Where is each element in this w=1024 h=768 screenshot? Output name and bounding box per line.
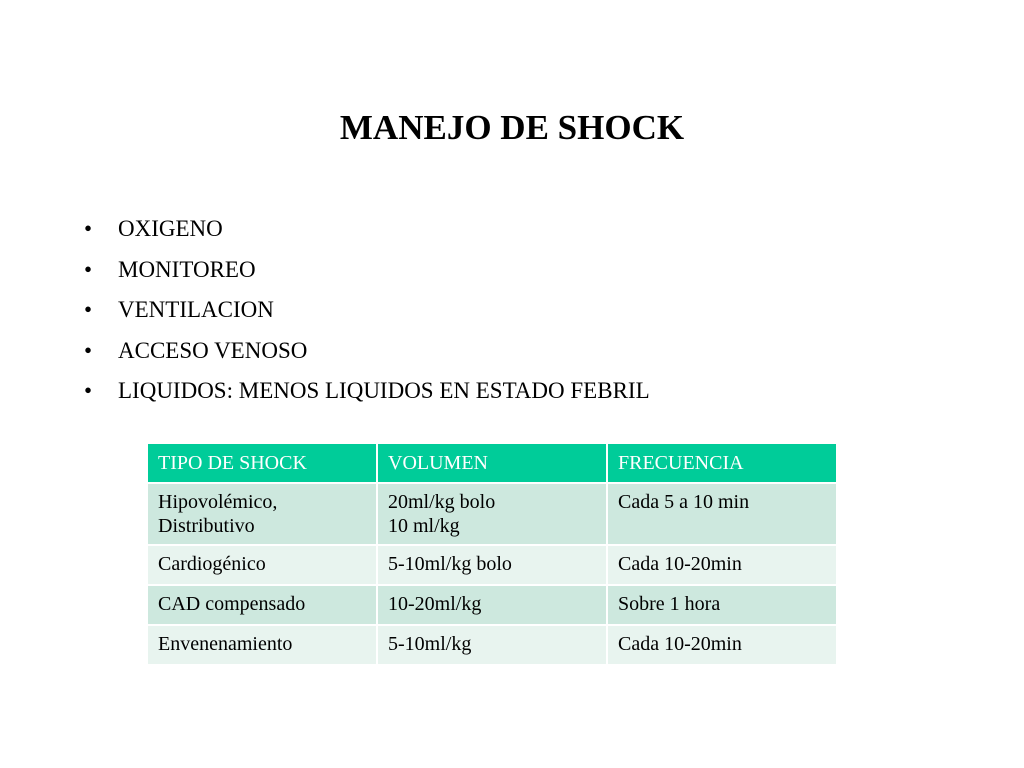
bullet-item (84, 209, 650, 250)
table-cell (377, 625, 607, 665)
bullet-icon: • (84, 216, 93, 241)
cell-line: 10-20ml/kg (388, 593, 482, 615)
cell-line: 10 ml/kg (388, 515, 460, 537)
header-volumen: VOLUMEN (377, 443, 607, 483)
bullet-icon: • (84, 297, 93, 322)
table-cell (147, 625, 377, 665)
table-cell (607, 483, 837, 545)
cell-line: Cada 10-20min (618, 633, 742, 655)
table-cell (377, 545, 607, 585)
cell-line: Hipovolémico, (158, 491, 278, 513)
cell-line: Cada 10-20min (618, 553, 742, 575)
cell-line: Envenenamiento (158, 633, 293, 655)
header-tipo-de-shock: TIPO DE SHOCK (147, 443, 377, 483)
table-cell (607, 545, 837, 585)
cell-line: Distributivo (158, 515, 255, 537)
table-row (147, 585, 837, 625)
table-header-row (147, 443, 837, 483)
bullet-text: VENTILACION (118, 297, 274, 322)
bullet-icon: • (84, 378, 93, 403)
bullet-text: MONITOREO (118, 256, 256, 282)
shock-table (146, 442, 838, 666)
table-cell (147, 585, 377, 625)
table-cell (377, 585, 607, 625)
header-frecuencia: FRECUENCIA (607, 443, 837, 483)
cell-line: CAD compensado (158, 593, 306, 615)
bullet-item (84, 250, 650, 291)
bullet-text: ACCESO VENOSO (118, 337, 308, 363)
bullet-icon: • (84, 337, 93, 363)
table-row (147, 625, 837, 665)
cell-line: Cardiogénico (158, 553, 266, 575)
table-cell (147, 545, 377, 585)
cell-line: 5-10ml/kg bolo (388, 553, 512, 575)
bullet-text: LIQUIDOS: MENOS LIQUIDOS EN ESTADO FEBRIL (118, 378, 650, 403)
bullet-text: OXIGENO (118, 216, 223, 241)
table-row (147, 483, 837, 545)
bullet-icon: • (84, 256, 93, 282)
bullet-item (84, 371, 650, 412)
cell-line: 20ml/kg bolo (388, 491, 496, 513)
cell-line: 5-10ml/kg (388, 633, 472, 655)
table-cell (147, 483, 377, 545)
table-cell (377, 483, 607, 545)
slide-title: MANEJO DE SHOCK (339, 108, 685, 147)
bullet-item (84, 290, 650, 331)
bullet-list (84, 209, 650, 412)
table-row (147, 545, 837, 585)
table-cell (607, 625, 837, 665)
cell-line: Cada 5 a 10 min (618, 491, 750, 513)
cell-line: Sobre 1 hora (618, 593, 721, 615)
bullet-item (84, 331, 650, 372)
table-cell (607, 585, 837, 625)
